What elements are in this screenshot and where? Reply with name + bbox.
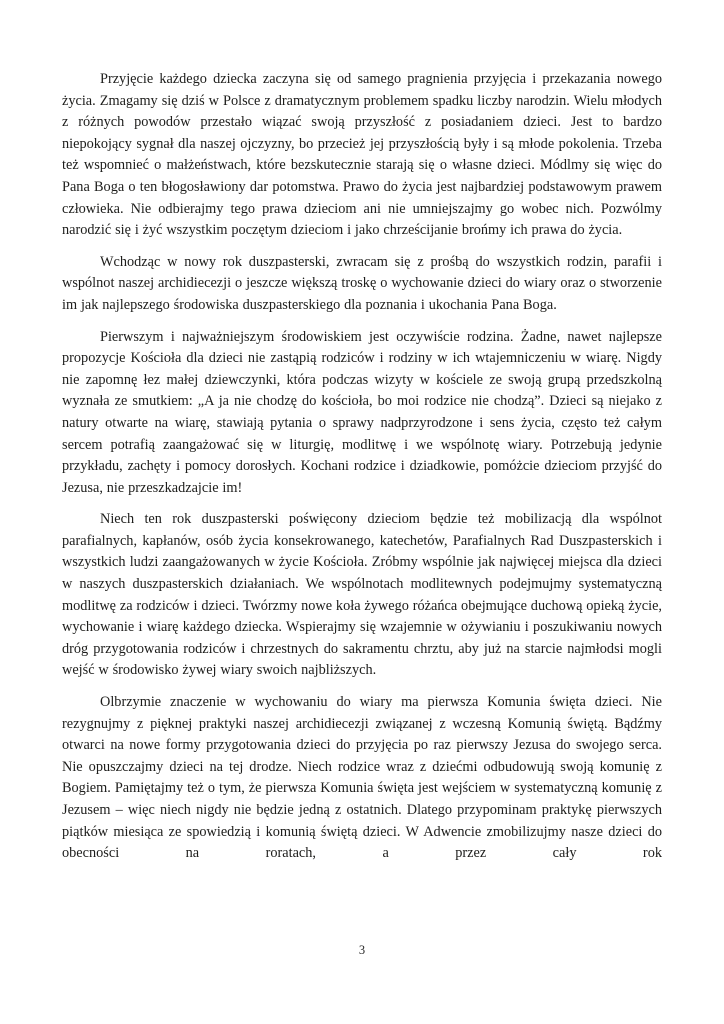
text-body <box>62 69 662 865</box>
body-paragraph: Olbrzymie znaczenie w wychowaniu do wiary ma pierwsza Komunia święta dzieci. Nie rezygnujmy z pięknej praktyki naszej archidiecezji związanej z wczesną Komunią świętą. Bądźmy otwarci na nowe formy przygotowania dzieci do przyjęcia po raz pierwszy Jezusa do swojego serca. Nie opuszczajmy dzieci na tej drodze. Niech rodzice wraz z dziećmi odbudowują swoją komunię z Bogiem. Pamiętajmy też o tym, że pierwsza Komunia święta jest wejściem w systematyczną komunię z Jezusem – więc niech nigdy nie będzie jedną z ostatnich. Dlatego przypominam praktykę pierwszych piątków miesiąca ze spowiedzią i komunią świętą dzieci. W Adwencie zmobilizujmy nasze dzieci do obecności na roratach, a przez cały rok <box>62 694 662 862</box>
page-number: 3 <box>358 943 366 957</box>
body-paragraph: Niech ten rok duszpasterski poświęcony dzieciom będzie też mobilizacją dla wspólnot parafialnych, kapłanów, osób życia konsekrowanego, katechetów, Parafialnych Rad Duszpasterskich i wszystkich ludzi zaangażowanych w życie Kościoła. Zróbmy wspólnie jak najwięcej miejsca dla dzieci w naszych duszpasterskich działaniach. We wspólnotach modlitewnych podejmujmy systematyczną modlitwę za rodziców i dzieci. Twórzmy nowe koła żywego różańca obejmujące duchową opieką życie, wychowanie i wiarę każdego dziecka. Wspierajmy się wzajemnie w ożywianiu i poszukiwaniu nowych dróg przygotowania rodziców i chrzestnych do sakramentu chrztu, aby już na starcie najmłodsi mogli wejść w środowisko żywej wiary swoich najbliższych. <box>62 511 662 679</box>
body-paragraph: Przyjęcie każdego dziecka zaczyna się od samego pragnienia przyjęcia i przekazania nowego życia. Zmagamy się dziś w Polsce z dramatycznym problemem spadku liczby narodzin. Wielu młodych z różnych powodów przestało wiązać swoją przyszłość z posiadaniem dzieci. Jest to bardzo niepokojący sygnał dla naszej ojczyzny, bo przecież jej przyszłością były i są młode pokolenia. Trzeba też wspomnieć o małżeństwach, które bezskutecznie starają się o własne dzieci. Módlmy się więc do Pana Boga o ten błogosławiony dar potomstwa. Prawo do życia jest najbardziej podstawowym prawem człowieka. Nie odbierajmy tego prawa dzieciom ani nie umniejszajmy go wobec nich. Pozwólmy narodzić się i żyć wszystkim poczętym dzieciom i jako chrześcijanie brońmy ich prawa do życia. <box>62 71 662 239</box>
body-paragraph: Wchodząc w nowy rok duszpasterski, zwracam się z prośbą do wszystkich rodzin, parafii i wspólnot naszej archidiecezji o jeszcze większą troskę o wychowanie dzieci do wiary oraz o stworzenie im jak najlepszego środowiska duszpasterskiego dla poznania i ukochania Pana Boga. <box>62 253 662 313</box>
body-paragraph: Pierwszym i najważniejszym środowiskiem jest oczywiście rodzina. Żadne, nawet najlepsze propozycje Kościoła dla dzieci nie zastąpią rodziców i rodziny w ich wtajemniczeniu w wiarę. Nigdy nie zapomnę łez małej dziewczynki, która podczas wizyty w kościele ze swoją grupą przedszkolną wyznała ze smutkiem: „A ja nie chodzę do kościoła, bo moi rodzice nie chodzą”. Dzieci są niejako z natury otwarte na wiarę, stawiają pytania o sprawy nadprzyrodzone i sens życia, często też całym sercem potrafią zaangażować się w liturgię, modlitwę i we wspólnotę wiary. Potrzebują jedynie przykładu, zachęty i pomocy dorosłych. Kochani rodzice i dziadkowie, pomóżcie dzieciom przyjść do Jezusa, nie przeszkadzajcie im! <box>62 328 662 496</box>
